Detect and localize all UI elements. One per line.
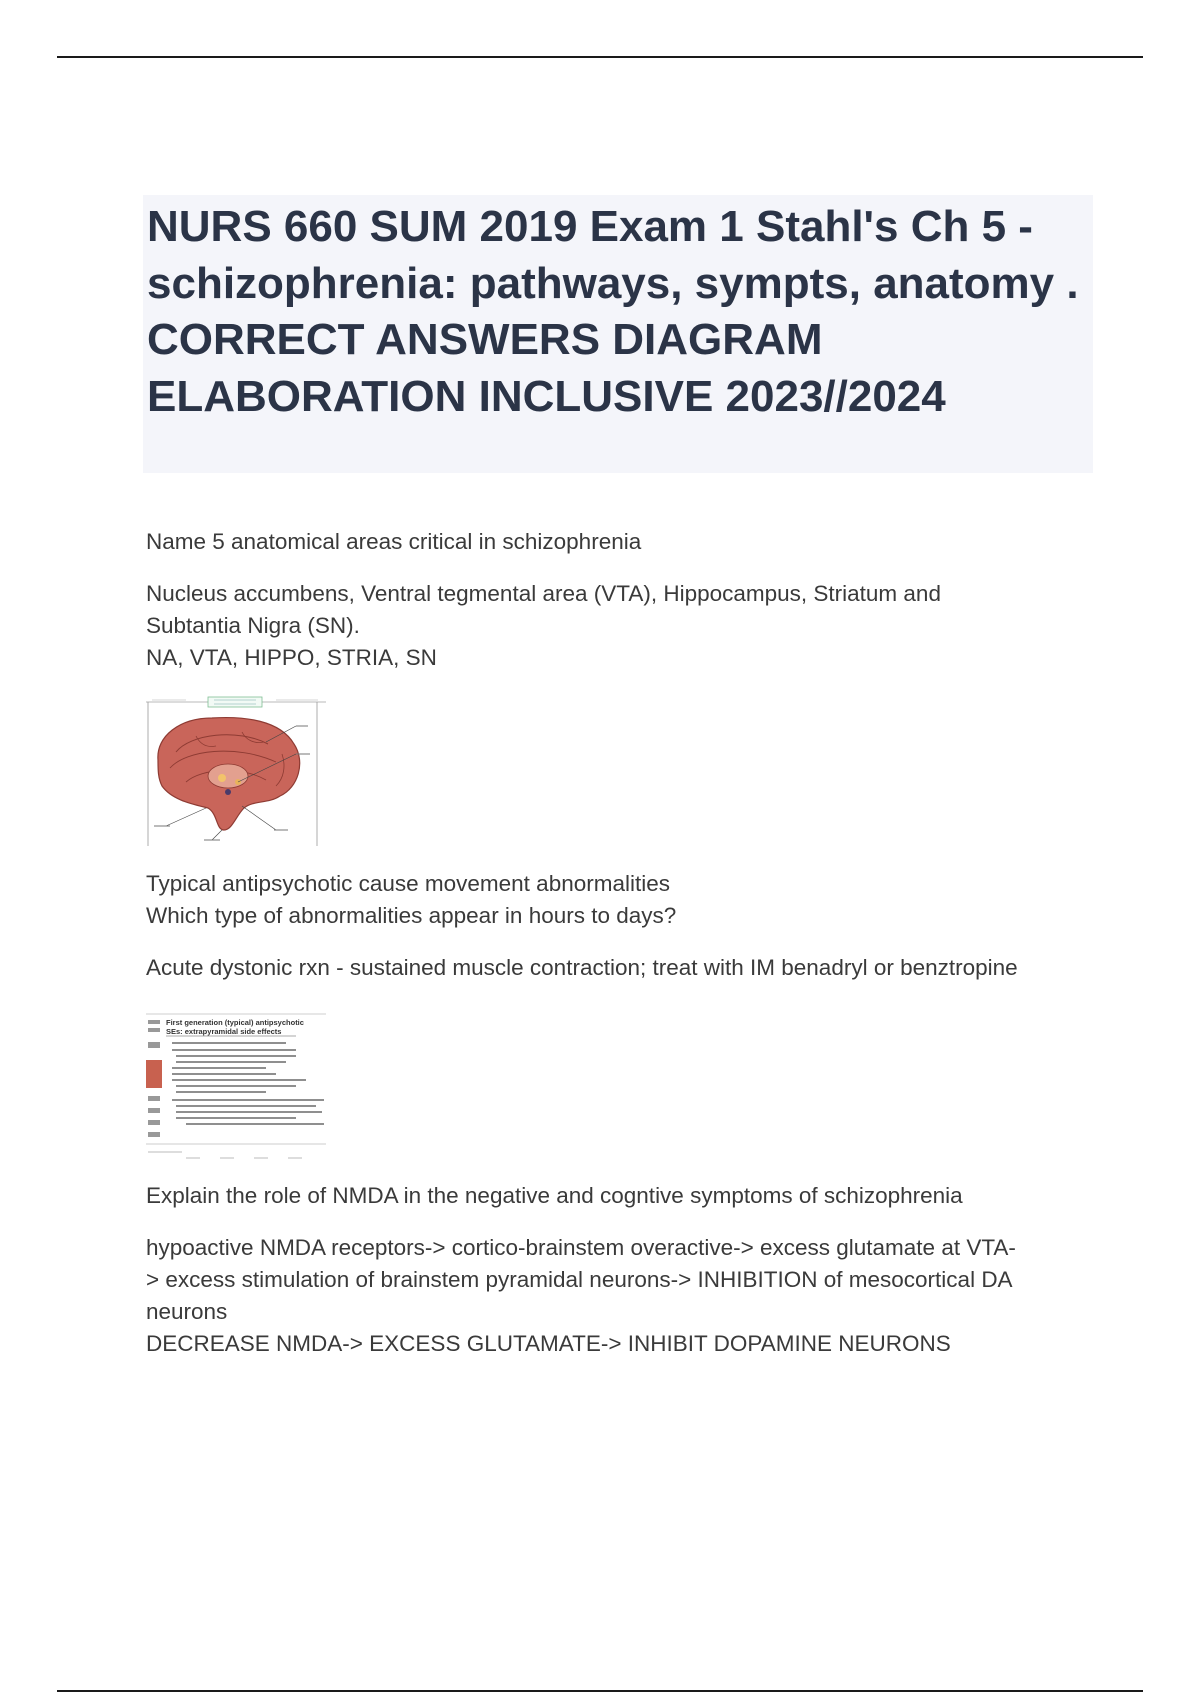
bottom-rule bbox=[57, 1690, 1143, 1692]
question-2-line-1: Typical antipsychotic cause movement abnormalities bbox=[146, 871, 670, 896]
title-block bbox=[143, 195, 1093, 473]
answer-1-line-1: Nucleus accumbens, Ventral tegmental area (VTA), Hippocampus, Striatum and bbox=[146, 581, 941, 606]
question-1: Name 5 anatomical areas critical in schizophrenia bbox=[146, 529, 642, 554]
answer-3-line-3: neurons bbox=[146, 1299, 228, 1324]
table-heading-line-1: First generation (typical) antipsychotic bbox=[166, 1018, 304, 1027]
answer-3-line-2: > excess stimulation of brainstem pyramidal neurons-> INHIBITION of mesocortical DA bbox=[146, 1267, 1013, 1292]
answer-1-line-3: NA, VTA, HIPPO, STRIA, SN bbox=[146, 645, 437, 670]
answer-1-line-2: Subtantia Nigra (SN). bbox=[146, 613, 360, 638]
answer-2: Acute dystonic rxn - sustained muscle contraction; treat with IM benadryl or benztropine bbox=[146, 955, 1018, 980]
brain-anatomy-figure bbox=[146, 696, 326, 848]
eps-table-image bbox=[146, 1012, 326, 1164]
answer-3-line-1: hypoactive NMDA receptors-> cortico-brainstem overactive-> excess glutamate at VTA- bbox=[146, 1235, 1016, 1260]
table-heading-line-2: SEs: extrapyramidal side effects bbox=[166, 1027, 282, 1036]
answer-3-line-4: DECREASE NMDA-> EXCESS GLUTAMATE-> INHIBIT DOPAMINE NEURONS bbox=[146, 1331, 951, 1356]
question-3: Explain the role of NMDA in the negative and cogntive symptoms of schizophrenia bbox=[146, 1183, 963, 1208]
page-title: NURS 660 SUM 2019 Exam 1 Stahl's Ch 5 - schizophrenia: pathways, sympts, anatomy . CORRECT ANSWERS DIAGRAM ELABORATION INCLUSIVE 2023//2024 bbox=[147, 202, 1079, 421]
question-2 bbox=[146, 868, 1106, 932]
top-rule bbox=[57, 56, 1143, 58]
eps-table-figure bbox=[146, 1012, 326, 1164]
brain-diagram-image bbox=[146, 696, 326, 848]
answer-3 bbox=[146, 1232, 1106, 1360]
answer-1 bbox=[146, 578, 1106, 674]
question-2-line-2: Which type of abnormalities appear in hours to days? bbox=[146, 903, 677, 928]
